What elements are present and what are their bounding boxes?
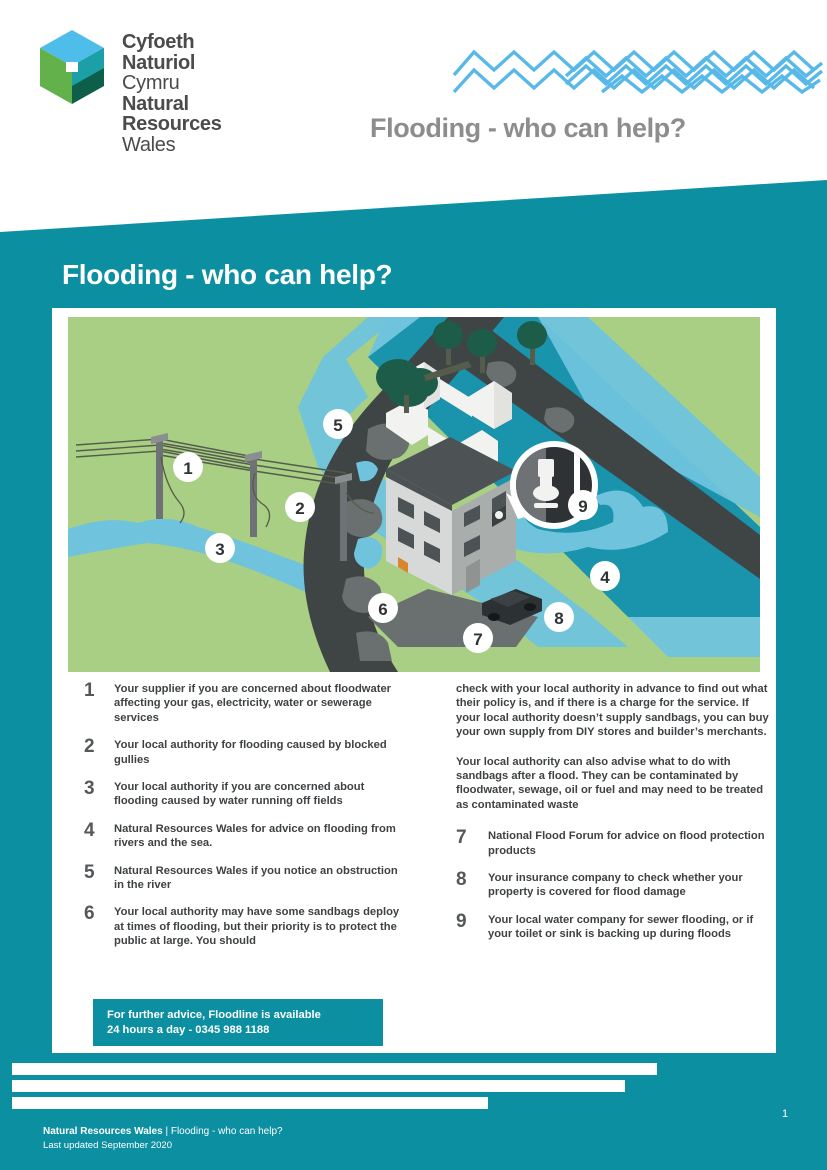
floodline-callout-line1: For further advice, Floodline is available: [107, 1009, 321, 1021]
list-item-number: 2: [84, 736, 95, 758]
footer-decor-bar-1: [12, 1063, 657, 1075]
logo-line-6: Wales: [122, 133, 176, 156]
continuation-paragraph-2: Your local authority can also advise what to do with sandbags after a flood. They can be contaminated by floodwater, sewage, oil or fuel and may need to be treated as contaminated waste: [456, 755, 764, 811]
logo-line-4: Natural: [122, 92, 189, 115]
list-item-text: Your insurance company to check whether your property is covered for flood damage: [488, 872, 743, 899]
list-item-text: Natural Resources Wales if you notice an obstruction in the river: [114, 864, 398, 892]
list-item: [84, 861, 404, 893]
svg-text:1: 1: [183, 459, 193, 478]
list-item: [456, 829, 772, 858]
list-item-number: 7: [456, 827, 467, 849]
list-item-text: Natural Resources Wales for advice on flooding from rivers and the sea.: [114, 822, 396, 850]
list-item-number: 6: [84, 903, 95, 925]
list-item: [84, 682, 404, 725]
list-item-text: Your local water company for sewer flooding, or if your toilet or sink is backing up during floods: [488, 913, 754, 941]
floodline-callout: [93, 999, 383, 1046]
svg-text:8: 8: [554, 609, 564, 628]
svg-text:9: 9: [578, 497, 588, 516]
footer-decor-bar-2: [12, 1080, 625, 1092]
list-item: [84, 905, 404, 948]
list-item-text: National Flood Forum for advice on flood protection products: [488, 830, 765, 857]
list-item-number: 8: [456, 869, 467, 891]
footer-updated: Last updated September 2020: [43, 1140, 173, 1151]
svg-text:2: 2: [295, 499, 305, 518]
list-item-number: 9: [456, 910, 467, 932]
advice-columns: [68, 682, 768, 1042]
nrw-logo: [36, 28, 222, 155]
water-wave-icon: [452, 30, 824, 98]
list-item: [84, 780, 404, 809]
list-item-text: Your local authority if you are concerned about flooding caused by water running off fields: [114, 781, 365, 808]
page-header: [0, 0, 827, 200]
footer-org: Natural Resources Wales: [43, 1126, 163, 1137]
left-column: [84, 682, 404, 962]
list-item-text: Your local authority may have some sandbags deploy at times of flooding, but their priority is to protect the public at large. You should: [114, 906, 400, 948]
right-column: [456, 682, 772, 955]
svg-text:4: 4: [600, 568, 610, 587]
floodline-callout-line2: 24 hours a day - 0345 988 1188: [107, 1023, 270, 1036]
list-item-text: Your local authority for flooding caused by blocked gullies: [114, 739, 387, 766]
list-item-number: 1: [84, 680, 95, 701]
svg-text:6: 6: [378, 600, 388, 619]
footer-text: [43, 1125, 283, 1153]
list-item: [456, 910, 772, 942]
list-item: [84, 738, 404, 767]
flood-scene-illustration: [68, 317, 760, 672]
svg-text:3: 3: [215, 540, 225, 559]
content-panel: [52, 308, 776, 1053]
svg-text:7: 7: [473, 630, 483, 649]
footer-separator: |: [162, 1126, 171, 1137]
list-item: [456, 871, 772, 900]
logo-line-2: Naturiol: [122, 51, 196, 74]
list-item-number: 3: [84, 778, 95, 800]
logo-line-3: Cymru: [122, 72, 180, 94]
list-item: [84, 819, 404, 851]
footer-decor-bar-3: [12, 1097, 488, 1109]
footer-doc-title: Flooding - who can help?: [170, 1126, 283, 1137]
nrw-cube-logo-icon: [36, 28, 108, 108]
list-item-text: Your supplier if you are concerned about floodwater affecting your gas, electricity, water or sewerage services: [114, 683, 392, 724]
list-item-number: 5: [84, 861, 95, 883]
list-item-number: 4: [84, 819, 95, 841]
page-number: 1: [782, 1108, 789, 1120]
continuation-paragraph-1: check with your local authority in advance to find out what their policy is, and if there is a charge for the service. If your local authority doesn’t supply sandbags, you can buy your own supply from DIY stores and builder’s merchants.: [456, 683, 769, 739]
page-title: Flooding - who can help?: [62, 259, 393, 290]
nrw-logo-wordmark: [122, 28, 222, 155]
logo-line-5: Resources: [122, 113, 222, 135]
flood-scene-svg: [68, 317, 760, 672]
svg-text:5: 5: [333, 416, 343, 435]
logo-line-1: Cyfoeth: [122, 31, 195, 53]
header-title: Flooding - who can help?: [370, 113, 686, 143]
